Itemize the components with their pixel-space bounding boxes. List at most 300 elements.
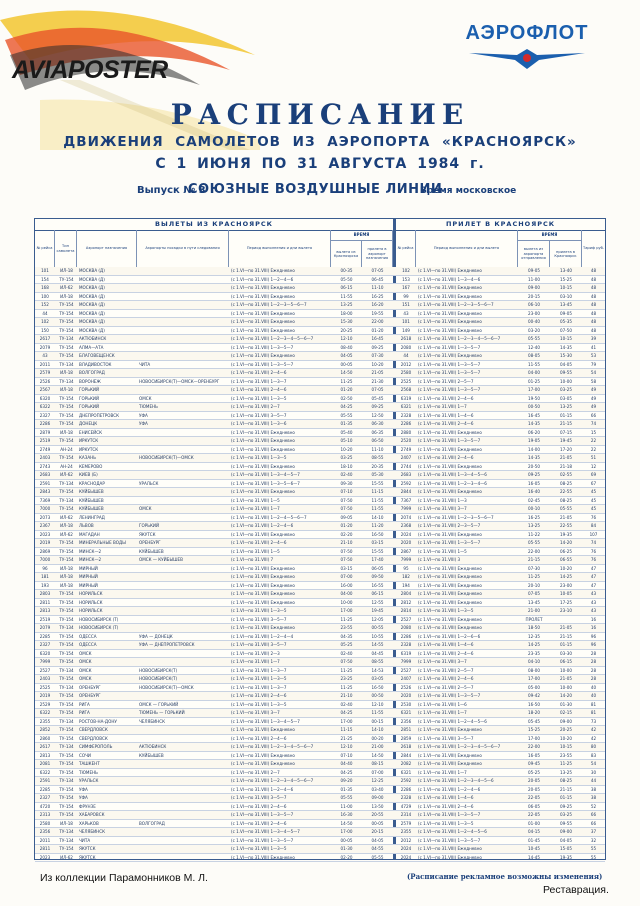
arr-period-cell: (с 1.VI—по 31.VIII) 2—5—7 xyxy=(418,378,474,384)
dep-arrival-time-cell: 06-05 xyxy=(371,565,384,571)
table-row xyxy=(35,769,605,778)
table-row xyxy=(35,403,605,412)
poster-title: РАСПИСАНИЕ xyxy=(170,98,470,131)
arr-flight-cell: 44 xyxy=(403,353,409,358)
arr-flight-cell: 2286 xyxy=(400,786,412,792)
arr-flight-cell: 2024 xyxy=(400,854,412,860)
dep-departure-time-cell: 11-55 xyxy=(340,293,353,299)
dep-flight-cell: 6322 xyxy=(39,710,51,715)
arr-period-cell: (с 1.VI—по 31.VIII) 2—4—6 xyxy=(418,650,474,656)
fare-cell: 74 xyxy=(590,421,597,426)
fare-cell: 81 xyxy=(590,710,597,715)
fare-cell: 40 xyxy=(590,684,597,690)
dep-departure-time-cell: 04-05 xyxy=(340,353,353,358)
table-row xyxy=(35,709,605,718)
dep-stops-cell: ВОЛГОГРАД xyxy=(139,820,165,826)
dep-airport-cell: ХАБАРОВСК xyxy=(79,812,105,817)
dep-arrival-time-cell: 06-45 xyxy=(371,276,384,282)
dep-airport-cell: НОВОСИБИРСК (Т) xyxy=(79,616,119,622)
dep-airport-cell: ОДЕССА xyxy=(79,633,97,639)
dep-type-cell: ТУ-154 xyxy=(59,795,74,800)
arr-arrival-time-cell: 01-15 xyxy=(560,642,572,647)
dep-departure-time-cell: 03-25 xyxy=(340,455,353,460)
arr-flight-cell: 2520 xyxy=(400,438,412,443)
arr-flight-cell: 2080 xyxy=(400,625,412,630)
dep-type-cell: ИЛ-62 xyxy=(60,472,73,477)
dep-type-cell: ТУ-154 xyxy=(59,727,74,732)
dep-departure-time-cell: 18-00 xyxy=(340,310,353,316)
dep-departure-time-cell: 02-40 xyxy=(340,650,353,656)
dep-arrival-time-cell: 11-55 xyxy=(371,506,384,511)
dep-departure-time-cell: 00-05 xyxy=(340,837,353,843)
dep-type-cell: ТУ-154 xyxy=(59,591,74,596)
table-row xyxy=(35,565,605,574)
dep-departure-time-cell: 11-25 xyxy=(340,616,353,622)
arr-arrival-time-cell: 09-55 xyxy=(560,370,572,375)
dep-departure-time-cell: 05-55 xyxy=(340,795,353,800)
arr-arrival-time-cell: 14-20 xyxy=(560,540,572,545)
dep-period-cell: (с 1.VI—по 31.VIII) 2—4—6 xyxy=(231,820,287,826)
arr-period-cell: (с 1.VI—по 31.VIII) 1—7 xyxy=(418,769,467,775)
dep-period-cell: (с 1.VI—по 31.VIII) 1—3—5 xyxy=(231,455,287,460)
dep-stops-cell: ТЮМЕНЬ xyxy=(139,404,158,409)
arr-departure-time-cell: 09-05 xyxy=(528,268,540,273)
arr-period-cell: (с 1.VI—по 31.VIII) Ежедневно xyxy=(418,319,482,324)
arr-departure-time-cell: 23-35 xyxy=(528,650,540,656)
arr-period-cell: (с 1.VI—по 31.VIII) 1—7 xyxy=(418,710,467,715)
table-row xyxy=(35,471,605,480)
col-arr-departure-time: вылета из аэропорта отправления xyxy=(518,241,550,267)
arr-period-cell: (с 1.VI—по 31.VIII) Ежедневно xyxy=(418,599,482,605)
dep-period-cell: (с 1.VI—по 31.VIII) 2—3 xyxy=(231,650,280,656)
dep-departure-time-cell: 01-35 xyxy=(340,421,353,426)
dep-period-cell: (с 1.VI—по 31.VIII) Ежедневно xyxy=(231,752,295,758)
dep-arrival-time-cell: 00-50 xyxy=(371,693,384,698)
dep-airport-cell: СОЧИ xyxy=(79,752,91,758)
arr-departure-time-cell: 08-05 xyxy=(528,353,540,358)
dep-type-cell: ТУ-154 xyxy=(59,344,74,350)
dep-flight-cell: 168 xyxy=(41,285,49,290)
arr-period-cell: (с 1.VI—по 31.VIII) Ежедневно xyxy=(418,531,482,537)
dep-period-cell: (с 1.VI—по 31.VIII) 1—2—3—4—5—6—7 xyxy=(231,778,314,783)
dep-arrival-time-cell: 20-15 xyxy=(371,829,384,834)
arr-arrival-time-cell: 02-15 xyxy=(560,710,572,715)
dep-airport-cell: ДНЕПРОПЕТРОВСК xyxy=(79,412,120,418)
fare-cell: 81 xyxy=(590,701,597,707)
dep-airport-cell: КУЙБЫШЕВ xyxy=(79,489,104,494)
dep-airport-cell: УФА xyxy=(79,795,88,800)
fare-cell: 48 xyxy=(590,327,597,333)
dep-period-cell: (с 1.VI—по 31.VIII) 1—3—5 xyxy=(231,846,287,851)
arr-arrival-time-cell: 08-25 xyxy=(560,497,572,503)
dep-period-cell: (с 1.VI—по 31.VIII) 1—3—7 xyxy=(231,667,287,673)
arr-arrival-time-cell: 03-05 xyxy=(560,395,572,401)
arr-period-cell: (с 1.VI—по 31.VIII) Ежедневно xyxy=(418,574,482,579)
dep-airport-cell: МОСКВА (Д) xyxy=(79,268,105,273)
arr-arrival-time-cell: 23-10 xyxy=(560,608,572,613)
dep-period-cell: (с 1.VI—по 31.VIII) 3—5—7 xyxy=(231,616,287,622)
arr-departure-time-cell: 16-25 xyxy=(528,514,540,520)
fare-cell: 45 xyxy=(590,489,597,494)
arr-departure-time-cell: 06-05 xyxy=(528,803,540,809)
arr-period-cell: (с 1.VI—по 31.VIII) 1—2—3—4—5—6 xyxy=(418,778,494,783)
fare-cell: 16 xyxy=(590,625,597,630)
dep-period-cell: (с 1.VI—по 31.VIII) 3—5—7 xyxy=(231,642,287,647)
table-row xyxy=(35,369,605,378)
arr-departure-time-cell: 14-35 xyxy=(528,421,540,426)
dep-flight-cell: 150 xyxy=(41,327,49,333)
dep-airport-cell: СИМФЕРОПОЛЬ xyxy=(79,744,113,749)
dep-period-cell: (с 1.VI—по 31.VIII) 1—2—3—4—5—6—7 xyxy=(231,336,314,341)
dep-period-cell: (с 1.VI—по 31.VIII) Ежедневно xyxy=(231,599,295,605)
arr-arrival-time-cell: 10-00 xyxy=(560,667,572,673)
table-row xyxy=(35,650,605,659)
fare-cell: 42 xyxy=(590,735,597,741)
arr-period-cell: (с 1.VI—по 31.VIII) 1—4—6 xyxy=(418,795,474,800)
dep-arrival-time-cell: 12-25 xyxy=(371,778,384,783)
dep-period-cell: (с 1.VI—по 31.VIII) 1—3—6 xyxy=(231,421,287,426)
fare-cell: 66 xyxy=(590,812,597,817)
dep-flight-cell: 101 xyxy=(41,268,49,273)
dep-arrival-time-cell: 11-10 xyxy=(371,446,384,452)
dep-flight-cell: 2355 xyxy=(39,718,51,724)
dep-period-cell: (с 1.VI—по 31.VIII) Ежедневно xyxy=(231,574,295,579)
arr-period-cell: (с 1.VI—по 31.VIII) 2—4—6 xyxy=(418,676,474,681)
arr-flight-cell: 2012 xyxy=(400,837,412,843)
table-row xyxy=(35,641,605,650)
col-dep-arrival-time: прилета в аэропорт назначения xyxy=(362,241,393,267)
table-row xyxy=(35,760,605,769)
arr-departure-time-cell: 16-05 xyxy=(528,480,540,486)
dep-departure-time-cell: 17-00 xyxy=(340,829,353,834)
arr-arrival-time-cell: 22-55 xyxy=(560,523,572,528)
arr-flight-cell: 2407 xyxy=(400,455,412,460)
arr-period-cell: (с 1.VI—по 31.VIII) Ежедневно xyxy=(418,489,482,494)
arr-period-cell: (с 1.VI—по 31.VIII) 1—3—5—7 xyxy=(418,837,481,843)
dep-airport-cell: НОРИЛЬСК xyxy=(79,599,103,605)
departures-section-title: ВЫЛЕТЫ ИЗ КРАСНОЯРСК xyxy=(35,219,393,231)
arr-arrival-time-cell: 03-30 xyxy=(560,650,572,656)
dep-flight-cell: 2526 xyxy=(39,378,51,384)
arr-flight-cell: 2844 xyxy=(400,752,412,758)
dep-arrival-time-cell: 11-20 xyxy=(371,523,384,528)
dep-type-cell: ТУ-134 xyxy=(59,684,74,690)
dep-type-cell: ТУ-154 xyxy=(59,540,74,545)
dep-type-cell: ИЛ-18 xyxy=(60,268,73,273)
arr-period-cell: (с 1.VI—по 31.VIII) 1—3—5 xyxy=(418,608,474,613)
arr-flight-cell: 2844 xyxy=(400,489,412,494)
dep-airport-cell: ГОРЬКИЙ xyxy=(79,387,100,392)
arr-departure-time-cell: 20-05 xyxy=(528,778,540,783)
arr-flight-cell: 95 xyxy=(403,565,409,571)
arr-period-cell: (с 1.VI—по 31.VIII) 2—5—7 xyxy=(418,684,474,690)
dep-period-cell: (с 1.VI—по 31.VIII) 3—5—7 xyxy=(231,795,287,800)
dep-flight-cell: 100 xyxy=(41,293,49,299)
table-row xyxy=(35,684,605,693)
table-row xyxy=(35,327,605,336)
dep-airport-cell: КИЕВ (Б) xyxy=(79,472,98,477)
dep-departure-time-cell: 11-00 xyxy=(340,803,353,809)
arr-flight-cell: 2328 xyxy=(400,412,412,418)
dep-departure-time-cell: 18-10 xyxy=(340,463,353,469)
arr-period-cell: (с 1.VI—по 31.VIII) 1—3—5—7 xyxy=(418,370,481,375)
dep-arrival-time-cell: 09-00 xyxy=(371,795,384,800)
table-row xyxy=(35,845,605,854)
dep-period-cell: (с 1.VI—по 31.VIII) 1—3—4—5—7 xyxy=(231,829,300,834)
arr-departure-time-cell: 16-05 xyxy=(528,752,540,758)
dep-flight-cell: 2683 xyxy=(39,472,51,477)
dep-departure-time-cell: 04-25 xyxy=(340,710,353,715)
arr-period-cell: (с 1.VI—по 31.VIII) Ежедневно xyxy=(418,582,482,588)
arr-arrival-time-cell: 21-05 xyxy=(560,676,572,681)
fare-cell: 48 xyxy=(590,302,597,307)
arr-arrival-time-cell: 10-20 xyxy=(560,565,572,571)
arr-arrival-time-cell: 14-25 xyxy=(560,574,572,579)
dep-type-cell: ТУ-134 xyxy=(59,497,74,503)
dep-period-cell: (с 1.VI—по 31.VIII) 1—3—7 xyxy=(231,378,287,384)
arr-flight-cell: 2355 xyxy=(400,829,412,834)
arr-arrival-time-cell: 19-45 xyxy=(560,438,572,443)
dep-type-cell: АН-24 xyxy=(60,463,73,469)
fare-cell: 47 xyxy=(590,582,597,588)
table-row xyxy=(35,454,605,463)
arr-period-cell: (с 1.VI—по 31.VIII) 1—3 xyxy=(418,497,467,503)
fare-cell: 66 xyxy=(590,820,597,826)
fare-cell: 74 xyxy=(590,540,597,545)
arr-flight-cell: 2407 xyxy=(400,676,412,681)
dep-flight-cell: 2327 xyxy=(39,642,51,647)
arr-arrival-time-cell: 01-15 xyxy=(560,795,572,800)
table-row xyxy=(35,718,605,727)
table-row xyxy=(35,301,605,310)
arr-arrival-time-cell: 10-15 xyxy=(560,336,572,341)
fare-cell: 53 xyxy=(590,353,597,358)
arr-period-cell: (с 1.VI—по 31.VIII) 3—5—7 xyxy=(418,735,474,741)
arr-arrival-time-cell: 06-15 xyxy=(560,659,572,664)
arr-flight-cell: 2024 xyxy=(400,846,412,851)
arr-arrival-time-cell: 13-40 xyxy=(560,268,572,273)
arr-flight-cell: 7999 xyxy=(400,659,412,664)
arr-period-cell: (с 1.VI—по 31.VIII) 1—3—5—7 xyxy=(418,344,481,350)
arr-departure-time-cell: 17-00 xyxy=(528,387,540,392)
arr-period-cell: (с 1.VI—по 31.VIII) 1—2—3—5—6—7 xyxy=(418,514,494,520)
table-row xyxy=(35,514,605,523)
dep-period-cell: (с 1.VI—по 31.VIII) Ежедневно xyxy=(231,531,295,537)
arr-departure-time-cell: 12-35 xyxy=(528,633,540,639)
dep-flight-cell: 96 xyxy=(42,565,48,571)
aviaposter-watermark: AVIAPOSTER xyxy=(12,56,168,84)
arr-period-cell: (с 1.VI—по 31.VIII) Ежедневно xyxy=(418,429,482,435)
table-row xyxy=(35,361,605,370)
dep-type-cell: ТУ-154 xyxy=(59,404,74,409)
dep-period-cell: (с 1.VI—по 31.VIII) 1—3—5 xyxy=(231,608,287,613)
arr-period-cell: (с 1.VI—по 31.VIII) Ежедневно xyxy=(418,761,482,766)
arr-departure-time-cell: 04-15 xyxy=(528,829,540,834)
arr-flight-cell: 2683 xyxy=(400,472,412,477)
arr-departure-time-cell: 12-40 xyxy=(528,344,540,350)
dep-departure-time-cell: 11-25 xyxy=(340,684,353,690)
dep-flight-cell: 4720 xyxy=(39,803,51,809)
arr-period-cell: (с 1.VI—по 31.VIII) Ежедневно xyxy=(418,565,482,571)
fare-cell: 47 xyxy=(590,574,597,579)
schedule-rows xyxy=(35,267,605,862)
arr-departure-time-cell: 00-10 xyxy=(528,506,540,511)
table-row xyxy=(35,293,605,302)
dep-airport-cell: МОСКВА (Д) xyxy=(79,276,105,282)
dep-type-cell: ИЛ-18 xyxy=(60,293,73,299)
dep-departure-time-cell: 17-00 xyxy=(340,608,353,613)
dep-flight-cell: 2011 xyxy=(39,837,51,843)
arr-departure-time-cell: 16-40 xyxy=(528,489,540,494)
dep-period-cell: (с 1.VI—по 31.VIII) 1—7 xyxy=(231,506,280,511)
dep-type-cell: ТУ-134 xyxy=(59,744,74,749)
arr-flight-cell: 2328 xyxy=(400,642,412,647)
arr-flight-cell: 6321 xyxy=(400,710,412,715)
dep-type-cell: ТУ-154 xyxy=(59,608,74,613)
aeroflot-logo xyxy=(448,22,606,82)
aeroflot-wordmark: АЭРОФЛОТ xyxy=(465,22,589,44)
arr-flight-cell: 7999 xyxy=(400,557,412,562)
arr-departure-time-cell: 05-45 xyxy=(528,718,540,724)
arr-flight-cell: 2579 xyxy=(400,820,412,826)
dep-type-cell: ТУ-134 xyxy=(59,778,74,783)
dep-airport-cell: ДОНЕЦК xyxy=(79,421,98,426)
dep-stops-cell: УФА xyxy=(139,421,148,426)
arr-flight-cell: 2074 xyxy=(400,514,412,520)
dep-arrival-time-cell: 15-55 xyxy=(371,548,384,554)
arr-period-cell: (с 1.VI—по 31.VIII) 1—3—5—7 xyxy=(418,438,481,443)
dep-flight-cell: 2403 xyxy=(39,676,51,681)
dep-type-cell: ТУ-154 xyxy=(59,701,74,707)
dep-departure-time-cell: 12-10 xyxy=(340,744,353,749)
fare-cell: 54 xyxy=(590,761,597,766)
table-row xyxy=(35,539,605,548)
dep-departure-time-cell: 02-40 xyxy=(340,472,353,477)
dep-period-cell: (с 1.VI—по 31.VIII) 1—5 xyxy=(231,497,280,503)
col-arr-flight: № рейса xyxy=(396,230,416,267)
dep-airport-cell: КРАСНОДАР xyxy=(79,480,105,486)
dep-flight-cell: 2591 xyxy=(39,480,51,486)
table-row xyxy=(35,692,605,701)
dep-arrival-time-cell: 00-15 xyxy=(371,718,384,724)
fare-cell: 44 xyxy=(590,778,597,783)
arr-arrival-time-cell: 09-00 xyxy=(560,718,572,724)
dep-arrival-time-cell: 03-15 xyxy=(371,540,384,545)
dep-stops-cell: УФА xyxy=(139,412,148,418)
dep-departure-time-cell: 16-30 xyxy=(340,812,353,817)
arr-flight-cell: 2804 xyxy=(400,591,412,596)
dep-type-cell: ТУ-154 xyxy=(59,786,74,792)
dep-departure-time-cell: 02-50 xyxy=(340,395,353,401)
dep-stops-cell: ОМСК xyxy=(139,395,152,401)
table-row xyxy=(35,548,605,557)
dep-stops-cell: КУЙБЫШЕВ xyxy=(139,752,164,758)
table-row xyxy=(35,667,605,676)
table-row xyxy=(35,488,605,497)
fare-cell: 83 xyxy=(590,752,597,758)
table-row xyxy=(35,837,605,846)
dep-period-cell: (с 1.VI—по 31.VIII) 3—7 xyxy=(231,710,280,715)
dep-type-cell: ИЛ-18 xyxy=(60,370,73,375)
dep-type-cell: ТУ-154 xyxy=(59,421,74,426)
dep-arrival-time-cell: 10-20 xyxy=(371,361,384,367)
arr-arrival-time-cell: 11-25 xyxy=(560,761,572,766)
dep-period-cell: (с 1.VI—по 31.VIII) 3—5—7 xyxy=(231,412,287,418)
arr-departure-time-cell: 13-45 xyxy=(528,599,540,605)
arr-departure-time-cell: 14-25 xyxy=(528,642,540,647)
dep-arrival-time-cell: 13-50 xyxy=(371,803,384,809)
col-dep-stops: Аэропорты посадки в пути следования xyxy=(137,230,229,267)
arr-departure-time-cell: 22-05 xyxy=(528,795,540,800)
dep-airport-cell: МОСКВА (Д) xyxy=(79,302,105,307)
arr-flight-cell: 6319 xyxy=(400,395,412,401)
arr-period-cell: (с 1.VI—по 31.VIII) 1—3—4—5—6 xyxy=(418,472,487,477)
dep-type-cell: ТУ-154 xyxy=(59,276,74,282)
arr-period-cell: (с 1.VI—по 31.VIII) 3—7 xyxy=(418,659,467,664)
fare-cell: 45 xyxy=(590,497,597,503)
aeroflot-wings-icon xyxy=(467,45,587,71)
dep-airport-cell: МОСКВА (Д) xyxy=(79,310,105,316)
arr-arrival-time-cell: 09-00 xyxy=(560,829,572,834)
arr-departure-time-cell: 21-00 xyxy=(528,608,540,613)
col-arr-period: Период выполнения и дни вылета xyxy=(416,230,518,267)
dep-departure-time-cell: 09-05 xyxy=(340,514,353,520)
dep-period-cell: (с 1.VI—по 31.VIII) 2—4—6 xyxy=(231,735,287,741)
dep-flight-cell: 2617 xyxy=(39,336,51,341)
dep-flight-cell: 2073 xyxy=(39,514,51,520)
arr-arrival-time-cell: 09-25 xyxy=(560,803,572,809)
fare-cell: 48 xyxy=(590,268,597,273)
dep-period-cell: (с 1.VI—по 31.VIII) Ежедневно xyxy=(231,582,295,588)
arr-departure-time-cell: 14-00 xyxy=(528,446,540,452)
arr-arrival-time-cell: 07-15 xyxy=(560,429,572,435)
arr-arrival-time-cell: 05-35 xyxy=(560,319,572,324)
dep-type-cell: ТУ-134 xyxy=(59,625,74,630)
dep-departure-time-cell: 04-40 xyxy=(340,761,353,766)
table-row xyxy=(35,590,605,599)
arr-flight-cell: 2592 xyxy=(400,778,412,783)
dep-airport-cell: НОРИЛЬСК xyxy=(79,591,103,596)
dep-flight-cell: 2079 xyxy=(39,344,51,350)
arr-departure-time-cell: 05-55 xyxy=(528,540,540,545)
arr-departure-time-cell: 22-00 xyxy=(528,548,540,554)
fare-cell: 49 xyxy=(590,387,597,392)
arr-period-cell: (с 1.VI—по 31.VIII) 1—2—4—5—6 xyxy=(418,718,487,724)
arr-departure-time-cell: 11-25 xyxy=(528,574,540,579)
table-row xyxy=(35,633,605,642)
arr-period-cell: (с 1.VI—по 31.VIII) 1—2—3—5—6—7 xyxy=(418,302,494,307)
dep-departure-time-cell: 09-20 xyxy=(340,778,353,783)
arr-flight-cell: 2618 xyxy=(400,336,412,341)
dep-flight-cell: 2327 xyxy=(39,412,51,418)
arr-period-cell: (с 1.VI—по 31.VIII) Ежедневно xyxy=(418,846,482,851)
arr-arrival-time-cell: 08-25 xyxy=(560,778,572,783)
arr-departure-time-cell: 16-45 xyxy=(528,412,540,418)
dep-arrival-time-cell: 21-05 xyxy=(371,370,384,375)
table-row xyxy=(35,335,605,344)
arr-period-cell: (с 1.VI—по 31.VIII) 1—6 xyxy=(418,701,467,707)
dep-type-cell: ТУ-154 xyxy=(59,489,74,494)
dep-airport-cell: ГОРЬКИЙ xyxy=(79,395,100,401)
table-row xyxy=(35,786,605,795)
dep-stops-cell: ЧЕЛЯБИНСК xyxy=(139,718,166,724)
arr-period-cell: (с 1.VI—по 31.VIII) Ежедневно xyxy=(418,752,482,758)
dep-type-cell: ТУ-154 xyxy=(59,616,74,622)
arr-flight-cell: 151 xyxy=(402,302,410,307)
dep-stops-cell: ГОРЬКИЙ xyxy=(139,523,160,528)
dep-arrival-time-cell: 20-55 xyxy=(371,812,384,817)
time-zone-note: Время московское xyxy=(420,186,517,196)
